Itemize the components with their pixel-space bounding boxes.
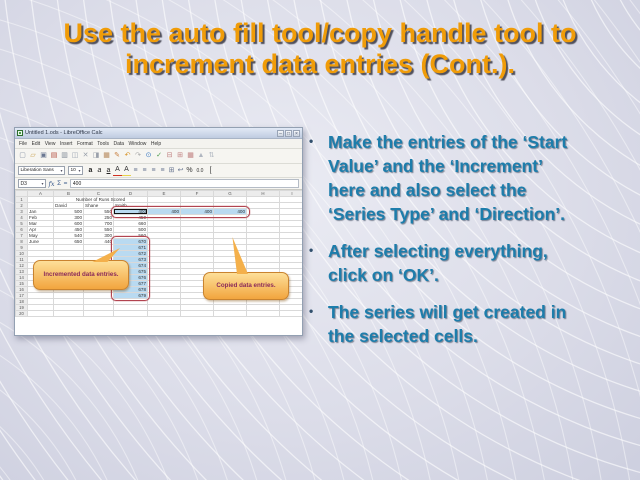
- formula-bar: [15, 178, 302, 190]
- cell-C8[interactable]: 440: [84, 239, 114, 245]
- cell-D12[interactable]: 674: [114, 263, 148, 269]
- chevron-down-icon: ▾: [78, 168, 81, 173]
- open-icon[interactable]: ▱: [30, 152, 36, 159]
- col-header-D[interactable]: D: [114, 191, 148, 197]
- highlighting-color-icon[interactable]: A: [122, 166, 131, 176]
- cell-B8[interactable]: 650: [54, 239, 84, 245]
- cell-C2[interactable]: Shane: [84, 203, 114, 209]
- align-left-icon[interactable]: ≡: [133, 166, 138, 174]
- menu-item-data[interactable]: Data: [113, 140, 125, 147]
- col-header-C[interactable]: C: [84, 191, 114, 197]
- cell-A5[interactable]: Mar: [28, 221, 54, 227]
- bullet-item-2: [306, 240, 578, 288]
- bullet-text: The series will get created in the selected cells.: [328, 301, 567, 346]
- cell-A8[interactable]: June: [28, 239, 54, 245]
- bold-icon[interactable]: a: [88, 166, 93, 174]
- row-header-18[interactable]: 18: [16, 299, 28, 305]
- justified-icon[interactable]: ≡: [160, 166, 165, 174]
- sum-icon[interactable]: Σ: [57, 180, 62, 187]
- cell-B20[interactable]: [54, 311, 84, 317]
- function-wizard-icon[interactable]: fx: [48, 179, 55, 188]
- print-preview-icon[interactable]: ◫: [71, 152, 79, 159]
- name-box[interactable]: [18, 179, 46, 188]
- row-header-13[interactable]: 13: [16, 269, 28, 275]
- sheet-area: [15, 190, 302, 335]
- menu-item-help[interactable]: Help: [150, 140, 162, 147]
- undo-icon[interactable]: ↶: [124, 152, 131, 159]
- callout-incremented-data: [33, 260, 129, 290]
- cell-G3[interactable]: 400: [214, 209, 247, 215]
- copy-icon[interactable]: ◨: [92, 152, 100, 159]
- bullet-item-1: [306, 131, 578, 227]
- save-icon[interactable]: ▣: [40, 152, 47, 159]
- col-header-B[interactable]: B: [54, 191, 84, 197]
- cell-E20[interactable]: [148, 311, 181, 317]
- italic-icon[interactable]: a: [97, 166, 102, 174]
- row-header-14[interactable]: 14: [16, 275, 28, 281]
- clone-formatting-icon[interactable]: ✎: [114, 152, 120, 159]
- menu-item-window[interactable]: Window: [128, 140, 147, 147]
- bullet-marker: •: [309, 134, 314, 148]
- row-header-3[interactable]: 3: [16, 209, 28, 215]
- font-size-combo[interactable]: [68, 166, 83, 175]
- cell-D11[interactable]: 673: [114, 257, 148, 263]
- cell-A20[interactable]: [28, 311, 54, 317]
- cell-C20[interactable]: [84, 311, 114, 317]
- row-header-15[interactable]: 15: [16, 281, 28, 287]
- insert-column-icon[interactable]: ⊞: [177, 152, 183, 159]
- underline-icon[interactable]: a: [106, 166, 111, 174]
- cell-D13[interactable]: 675: [114, 269, 148, 275]
- export-pdf-icon[interactable]: ▤: [50, 152, 58, 159]
- row-header-16[interactable]: 16: [16, 287, 28, 293]
- row-header-5[interactable]: 5: [16, 221, 28, 227]
- col-header-E[interactable]: E: [148, 191, 181, 197]
- row-header-10[interactable]: 10: [16, 251, 28, 257]
- cell-D2[interactable]: Smith: [114, 203, 148, 209]
- insert-row-icon[interactable]: ⊟: [166, 152, 173, 159]
- menu-item-file[interactable]: File: [19, 140, 28, 147]
- menu-item-tools[interactable]: Tools: [97, 140, 109, 147]
- cell-C6[interactable]: 550: [84, 227, 114, 233]
- cell-B7[interactable]: 540: [54, 233, 84, 239]
- cell-H20[interactable]: [247, 311, 280, 317]
- calc-app-icon: [17, 130, 23, 136]
- row-header-17[interactable]: 17: [16, 293, 28, 299]
- col-header-F[interactable]: F: [181, 191, 214, 197]
- cell-D8[interactable]: 670: [114, 239, 148, 245]
- row-header-4[interactable]: 4: [16, 215, 28, 221]
- sheet-title-cell: Number of Runs Scored: [75, 196, 126, 202]
- number-format-icon[interactable]: 0.0: [196, 167, 204, 174]
- minimize-button[interactable]: –: [277, 130, 284, 137]
- cell-E3[interactable]: 400: [148, 209, 181, 215]
- callout-copied-label: Copied data entries.: [216, 282, 276, 290]
- cell-D7[interactable]: 560: [114, 233, 148, 239]
- row-header-8[interactable]: 8: [16, 239, 28, 245]
- cell-D14[interactable]: 676: [114, 275, 148, 281]
- bullet-text: Make the entries of the ‘Start Value’ and the ‘Increment’ here and also select the ‘Series Type’ and ‘Direction’.: [328, 132, 568, 224]
- cell-C5[interactable]: 700: [84, 221, 114, 227]
- spelling-icon[interactable]: ✓: [156, 152, 162, 159]
- font-size-value: 10: [70, 168, 76, 173]
- font-name-value: Liberation Sans: [20, 168, 54, 173]
- cell-D3[interactable]: 400: [114, 209, 148, 215]
- cell-B3[interactable]: 500: [54, 209, 84, 215]
- cut-icon[interactable]: ✕: [82, 152, 89, 159]
- cell-D20[interactable]: [114, 311, 148, 317]
- redo-icon[interactable]: ↷: [135, 152, 141, 159]
- sort-icon[interactable]: ⇅: [208, 152, 215, 159]
- name-box-value: D3: [20, 180, 27, 187]
- row-header-20[interactable]: 20: [16, 311, 28, 317]
- cell-D9[interactable]: 671: [114, 245, 148, 251]
- calc-screenshot-window: [14, 127, 303, 336]
- paste-icon[interactable]: ▦: [103, 152, 110, 159]
- align-right-icon[interactable]: ≡: [151, 166, 156, 174]
- row-header-7[interactable]: 7: [16, 233, 28, 239]
- print-icon[interactable]: ▥: [61, 152, 68, 159]
- col-header-G[interactable]: G: [214, 191, 247, 197]
- font-color-icon[interactable]: A: [113, 166, 122, 176]
- bullet-text: After selecting everything, click on ‘OK’.: [328, 240, 548, 285]
- window-titlebar: [15, 128, 302, 139]
- cell-B5[interactable]: 600: [54, 221, 84, 227]
- window-title: Untitled 1.ods - LibreOffice Calc: [25, 130, 103, 136]
- cell-D17[interactable]: 679: [114, 293, 148, 299]
- percent-format-icon[interactable]: %: [186, 166, 193, 174]
- row-header-11[interactable]: 11: [16, 257, 28, 263]
- add-decimal-icon[interactable]: [: [209, 166, 212, 174]
- formatting-icons: [86, 166, 215, 176]
- cell-A7[interactable]: May: [28, 233, 54, 239]
- bullet-item-3: [306, 301, 578, 349]
- cell-B6[interactable]: 450: [54, 227, 84, 233]
- menu-bar: [15, 139, 302, 149]
- cell-D6[interactable]: 500: [114, 227, 148, 233]
- row-header-6[interactable]: 6: [16, 227, 28, 233]
- bullet-marker: •: [309, 242, 314, 257]
- new-document-icon[interactable]: ▢: [19, 152, 26, 159]
- close-button[interactable]: ×: [293, 130, 300, 137]
- maximize-button[interactable]: □: [286, 130, 291, 137]
- cell-D4[interactable]: 450: [114, 215, 148, 221]
- row-header-1[interactable]: 1: [16, 197, 28, 203]
- equals-icon[interactable]: =: [63, 180, 68, 187]
- cell-G20[interactable]: [214, 311, 247, 317]
- chevron-down-icon: ▾: [60, 168, 63, 173]
- callout-copied-data: [203, 272, 289, 300]
- bullet-marker: •: [309, 303, 314, 318]
- cell-D10[interactable]: 672: [114, 251, 148, 257]
- cell-D16[interactable]: 678: [114, 287, 148, 293]
- callout-incremented-label: Incremented data entries.: [43, 271, 119, 279]
- formula-input-line[interactable]: 400: [70, 179, 299, 188]
- row-header-9[interactable]: 9: [16, 245, 28, 251]
- cell-F3[interactable]: 400: [181, 209, 214, 215]
- col-header-I[interactable]: I: [280, 191, 303, 197]
- cell-C4[interactable]: 250: [84, 215, 114, 221]
- cell-C3[interactable]: 550: [84, 209, 114, 215]
- find-replace-icon[interactable]: ⊙: [145, 152, 152, 159]
- cell-B2[interactable]: David: [54, 203, 84, 209]
- chart-icon[interactable]: ▲: [197, 152, 205, 159]
- wrap-text-icon[interactable]: ↩: [177, 166, 184, 174]
- cell-A6[interactable]: Apr: [28, 227, 54, 233]
- col-header-A[interactable]: A: [28, 191, 54, 197]
- merge-cells-icon[interactable]: ⊞: [168, 166, 175, 174]
- menu-item-insert[interactable]: Insert: [59, 140, 73, 147]
- row-header-19[interactable]: 19: [16, 305, 28, 311]
- bullet-list: [306, 131, 578, 362]
- row-header-12[interactable]: 12: [16, 263, 28, 269]
- slide-title: Use the auto fill tool/copy handle tool to increment data entries (Cont.).: [63, 18, 577, 80]
- cell-I20[interactable]: [280, 311, 303, 317]
- standard-toolbar: [15, 149, 302, 164]
- cell-C7[interactable]: 300: [84, 233, 114, 239]
- cell-A3[interactable]: Jan: [28, 209, 54, 215]
- cell-D5[interactable]: 660: [114, 221, 148, 227]
- menu-item-format[interactable]: Format: [76, 140, 93, 147]
- insert-table-icon[interactable]: ▦: [187, 152, 194, 159]
- cell-D15[interactable]: 677: [114, 281, 148, 287]
- row-header-2[interactable]: 2: [16, 203, 28, 209]
- formatting-toolbar: [15, 164, 302, 178]
- cell-B4[interactable]: 300: [54, 215, 84, 221]
- chevron-down-icon: ▾: [41, 181, 44, 186]
- menu-item-view[interactable]: View: [44, 140, 56, 147]
- cell-A4[interactable]: Feb: [28, 215, 54, 221]
- window-buttons: [277, 130, 300, 137]
- col-header-H[interactable]: H: [247, 191, 280, 197]
- align-center-icon[interactable]: ≡: [142, 166, 147, 174]
- menu-item-edit[interactable]: Edit: [31, 140, 41, 147]
- font-name-combo[interactable]: [18, 166, 65, 175]
- cell-F20[interactable]: [181, 311, 214, 317]
